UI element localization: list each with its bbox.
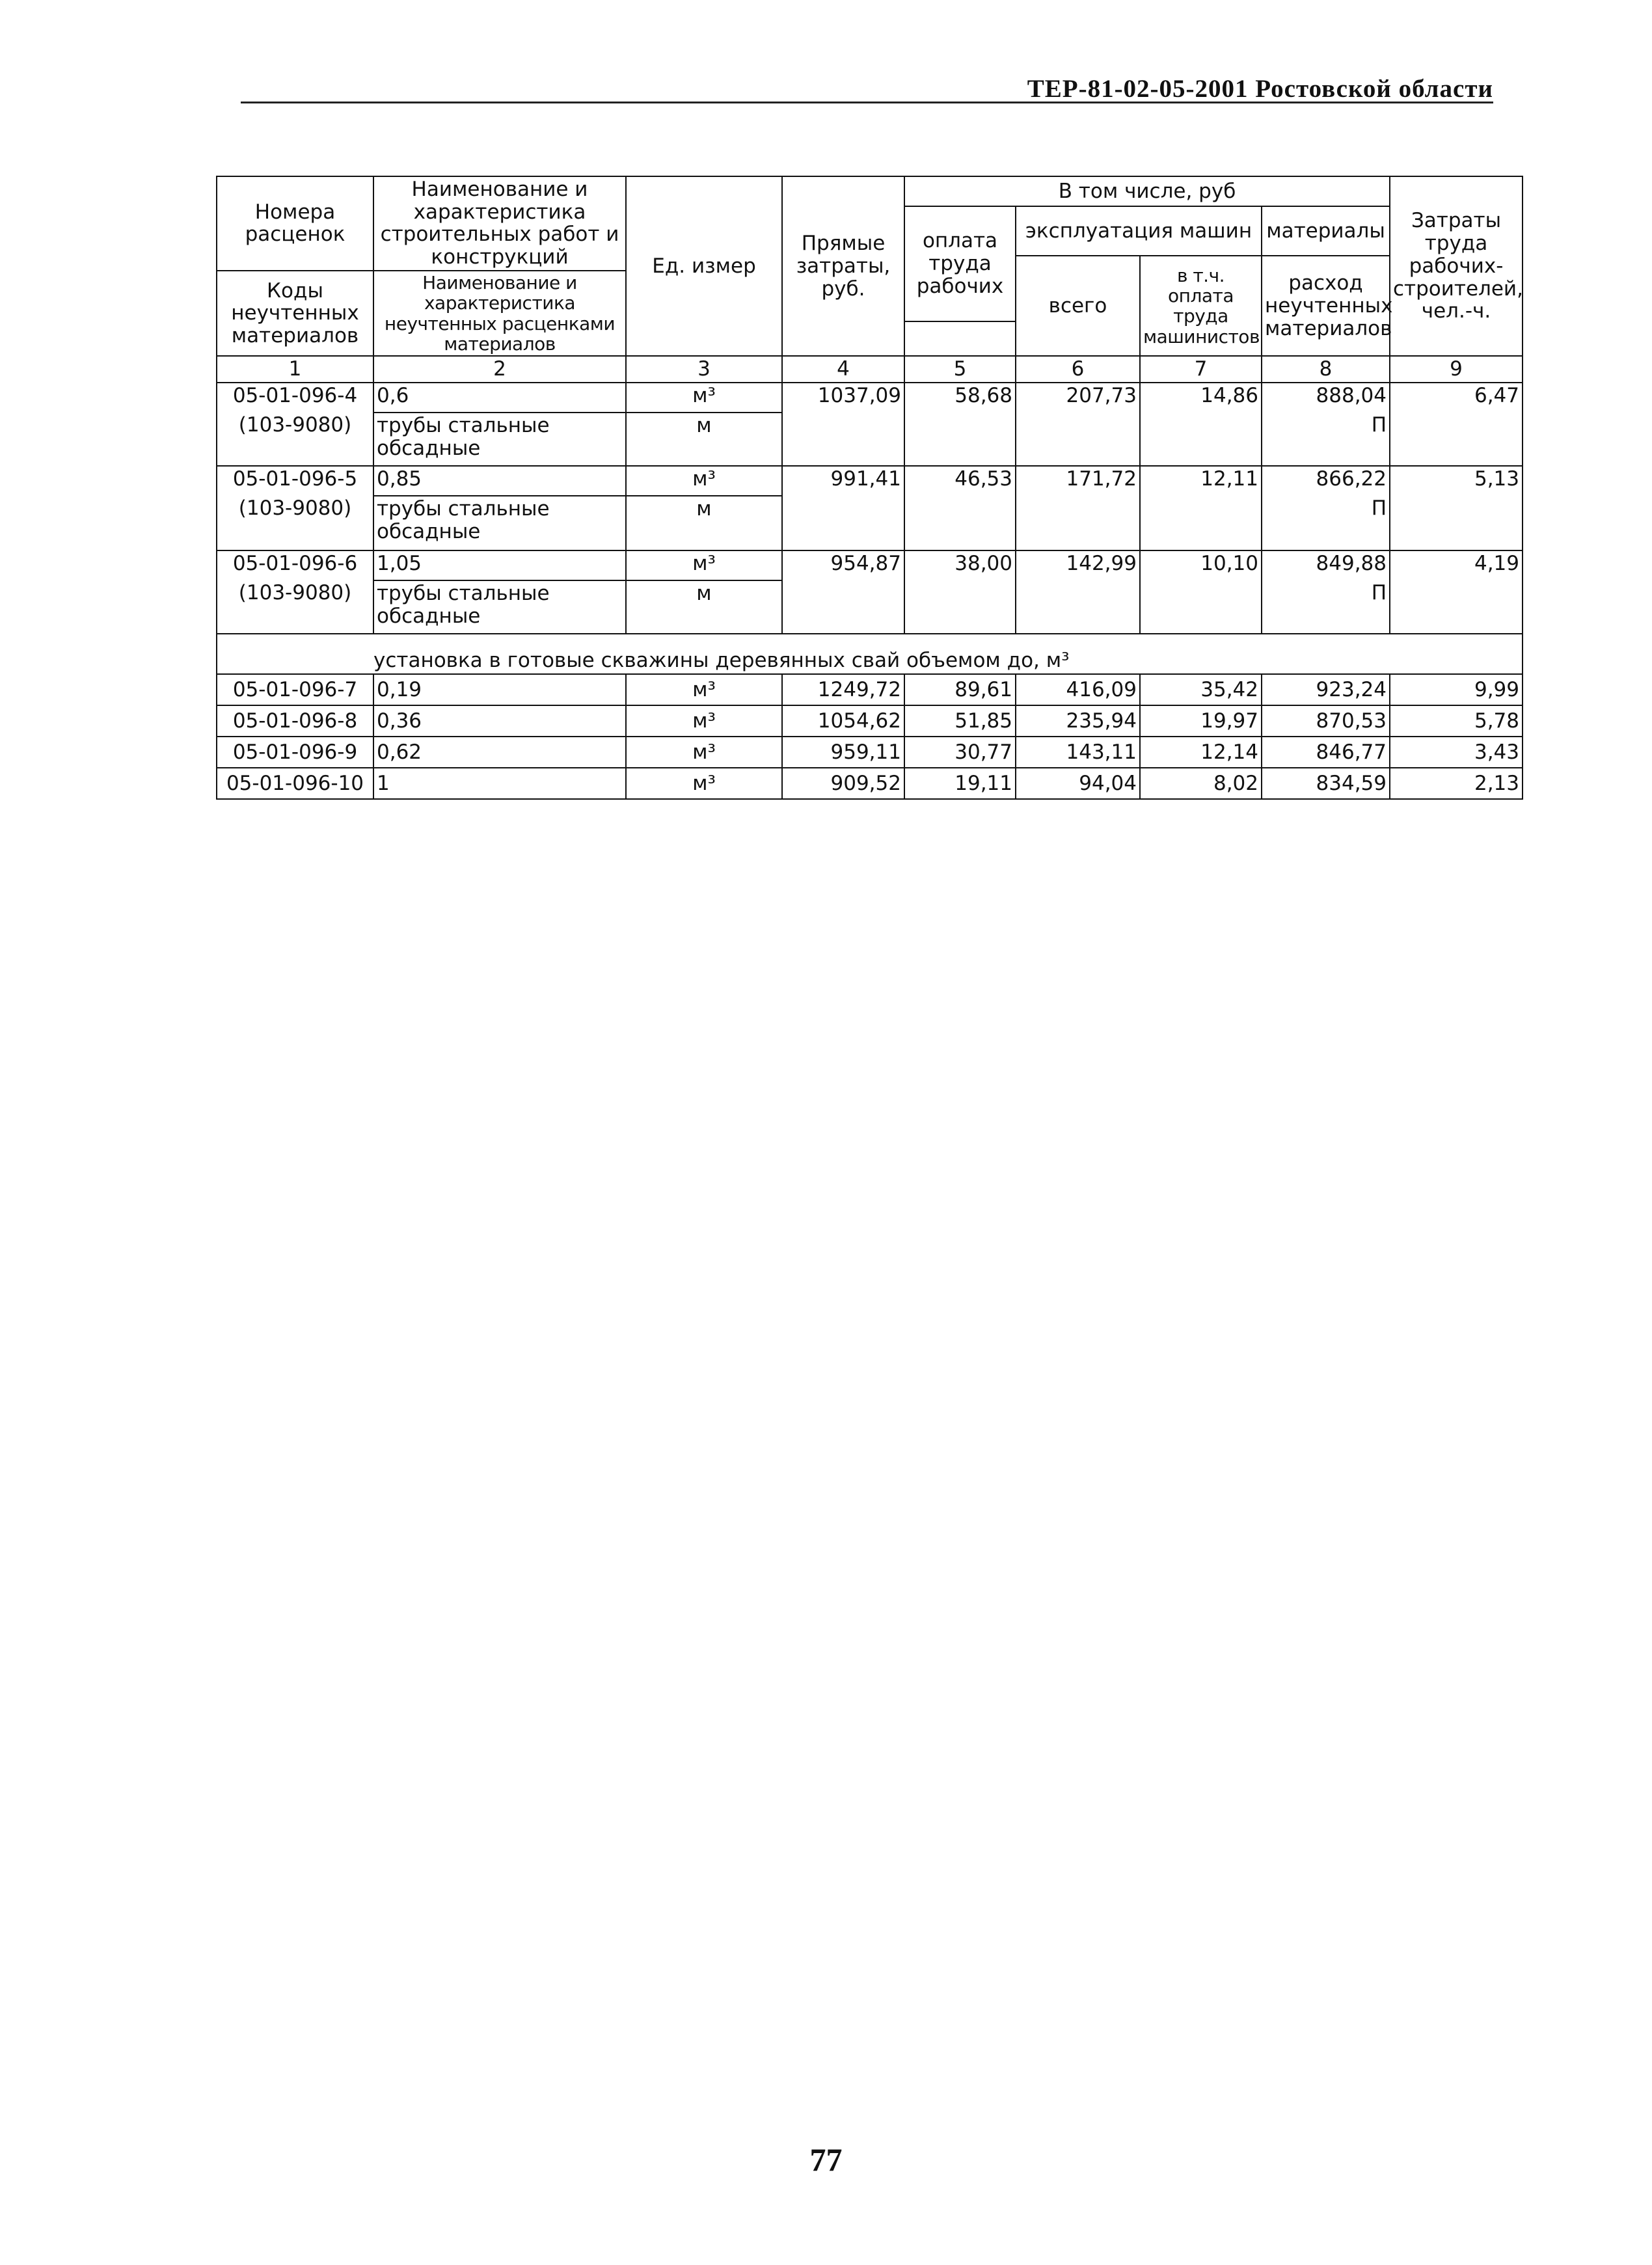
unit: м³	[626, 466, 782, 496]
column-number: 7	[1140, 356, 1262, 383]
material-code: (103-9080)	[217, 580, 373, 634]
unit: м³	[626, 768, 782, 799]
unit: м³	[626, 550, 782, 580]
header-unaccounted-materials: расход неучтенных материалов	[1262, 256, 1390, 356]
material-flag: П	[1262, 413, 1390, 466]
column-number: 9	[1390, 356, 1523, 383]
column-number: 8	[1262, 356, 1390, 383]
page-number: 77	[809, 2141, 843, 2178]
header-operator-wages: в т.ч. оплата труда машинистов	[1140, 256, 1262, 356]
rate-name: 0,36	[373, 705, 626, 737]
material-flag: П	[1262, 580, 1390, 634]
table-row	[217, 466, 1523, 496]
table-row	[217, 737, 1523, 768]
machines-total: 143,11	[1016, 737, 1140, 768]
material-unit: м	[626, 580, 782, 634]
section-heading-row	[217, 634, 1523, 674]
labor-hours: 2,13	[1390, 768, 1523, 799]
rate-name: 1,05	[373, 550, 626, 580]
header-machine-operation: эксплуатация машин	[1016, 206, 1262, 256]
worker-wages: 38,00	[904, 550, 1016, 634]
column-number: 6	[1016, 356, 1140, 383]
header-worker-wages: оплата труда рабочих	[904, 206, 1016, 321]
table-row	[217, 383, 1523, 413]
table-row	[217, 705, 1523, 737]
rate-code: 05-01-096-8	[217, 705, 373, 737]
rate-code: 05-01-096-10	[217, 768, 373, 799]
direct-costs: 1249,72	[782, 674, 904, 705]
document-title: ТЕР-81-02-05-2001 Ростовской области	[1027, 75, 1493, 103]
materials-cost: 870,53	[1262, 705, 1390, 737]
direct-costs: 959,11	[782, 737, 904, 768]
rate-code: 05-01-096-4	[217, 383, 373, 413]
labor-hours: 3,43	[1390, 737, 1523, 768]
rate-name: 0,62	[373, 737, 626, 768]
worker-wages: 89,61	[904, 674, 1016, 705]
worker-wages: 19,11	[904, 768, 1016, 799]
column-number: 5	[904, 356, 1016, 383]
column-number: 1	[217, 356, 373, 383]
material-flag: П	[1262, 496, 1390, 550]
material-unit: м	[626, 413, 782, 466]
table-row	[217, 674, 1523, 705]
rate-code: 05-01-096-5	[217, 466, 373, 496]
material-code: (103-9080)	[217, 413, 373, 466]
rate-code: 05-01-096-6	[217, 550, 373, 580]
labor-hours: 5,78	[1390, 705, 1523, 737]
header-unit: Ед. измер	[626, 176, 782, 356]
operator-wages: 8,02	[1140, 768, 1262, 799]
materials-cost: 849,88	[1262, 550, 1390, 580]
worker-wages: 58,68	[904, 383, 1016, 466]
direct-costs: 991,41	[782, 466, 904, 550]
worker-wages: 30,77	[904, 737, 1016, 768]
column-number: 2	[373, 356, 626, 383]
rate-code: 05-01-096-7	[217, 674, 373, 705]
header-direct-costs: Прямые затраты, руб.	[782, 176, 904, 356]
direct-costs: 909,52	[782, 768, 904, 799]
rate-name: 0,85	[373, 466, 626, 496]
header-work-description: Наименование и характеристика строительных работ и конструкций	[373, 176, 626, 271]
worker-wages: 46,53	[904, 466, 1016, 550]
material-name: трубы стальные обсадные	[373, 580, 626, 634]
worker-wages: 51,85	[904, 705, 1016, 737]
direct-costs: 1054,62	[782, 705, 904, 737]
column-number: 4	[782, 356, 904, 383]
header-material-codes: Коды неучтенных материалов	[217, 271, 373, 356]
machines-total: 207,73	[1016, 383, 1140, 466]
materials-cost: 846,77	[1262, 737, 1390, 768]
operator-wages: 12,11	[1140, 466, 1262, 550]
rate-code: 05-01-096-9	[217, 737, 373, 768]
section-title: установка в готовые скважины деревянных свай объемом до, м³	[217, 634, 1523, 674]
unit: м³	[626, 705, 782, 737]
labor-hours: 4,19	[1390, 550, 1523, 634]
material-name: трубы стальные обсадные	[373, 413, 626, 466]
header-including: В том числе, руб	[904, 176, 1390, 206]
header-materials: материалы	[1262, 206, 1390, 256]
material-code: (103-9080)	[217, 496, 373, 550]
header-rate-numbers: Номера расценок	[217, 176, 373, 271]
direct-costs: 1037,09	[782, 383, 904, 466]
machines-total: 142,99	[1016, 550, 1140, 634]
unit: м³	[626, 737, 782, 768]
machines-total: 171,72	[1016, 466, 1140, 550]
materials-cost: 923,24	[1262, 674, 1390, 705]
labor-hours: 5,13	[1390, 466, 1523, 550]
rate-name: 1	[373, 768, 626, 799]
header-labor-hours: Затраты труда рабочих-строителей, чел.-ч.	[1390, 176, 1523, 356]
header-machines-total: всего	[1016, 256, 1140, 356]
material-name: трубы стальные обсадные	[373, 496, 626, 550]
operator-wages: 35,42	[1140, 674, 1262, 705]
table-row	[217, 768, 1523, 799]
operator-wages: 10,10	[1140, 550, 1262, 634]
materials-cost: 834,59	[1262, 768, 1390, 799]
rate-name: 0,6	[373, 383, 626, 413]
rates-table	[216, 176, 1523, 800]
machines-total: 235,94	[1016, 705, 1140, 737]
unit: м³	[626, 674, 782, 705]
operator-wages: 19,97	[1140, 705, 1262, 737]
operator-wages: 14,86	[1140, 383, 1262, 466]
operator-wages: 12,14	[1140, 737, 1262, 768]
column-number: 3	[626, 356, 782, 383]
unit: м³	[626, 383, 782, 413]
machines-total: 94,04	[1016, 768, 1140, 799]
material-unit: м	[626, 496, 782, 550]
labor-hours: 6,47	[1390, 383, 1523, 466]
labor-hours: 9,99	[1390, 674, 1523, 705]
header-material-description: Наименование и характеристика неучтенных расценками материалов	[373, 271, 626, 356]
table-row	[217, 550, 1523, 580]
direct-costs: 954,87	[782, 550, 904, 634]
machines-total: 416,09	[1016, 674, 1140, 705]
materials-cost: 866,22	[1262, 466, 1390, 496]
rate-name: 0,19	[373, 674, 626, 705]
materials-cost: 888,04	[1262, 383, 1390, 413]
document-header	[241, 70, 1493, 103]
